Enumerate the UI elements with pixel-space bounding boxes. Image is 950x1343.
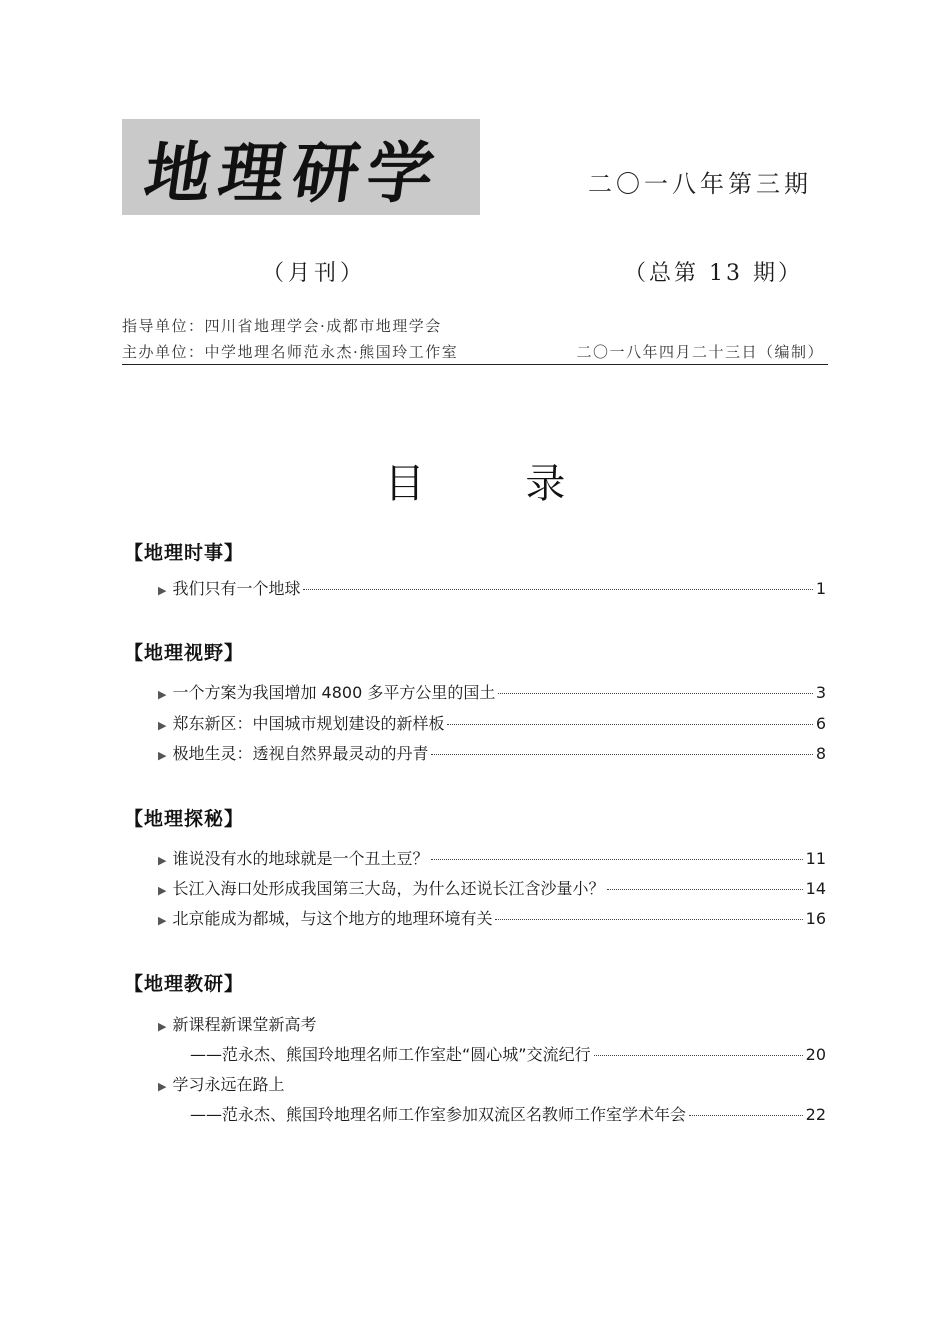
triangle-bullet-icon: ▶ bbox=[158, 719, 167, 732]
guide-unit: 指导单位：四川省地理学会·成都市地理学会 bbox=[122, 317, 442, 335]
monthly-label: （月刊） bbox=[262, 261, 367, 286]
host-unit: 主办单位：中学地理名师范永杰·熊国玲工作室 bbox=[122, 343, 459, 361]
total-issue: （总第 13 期） bbox=[624, 261, 803, 286]
triangle-bullet-icon: ▶ bbox=[158, 914, 167, 927]
masthead-title: 地理研学 bbox=[139, 133, 447, 212]
toc-subentry[interactable] bbox=[190, 1042, 826, 1066]
entry-subtitle: ——范永杰、熊国玲地理名师工作室参加双流区名教师工作室学术年会 bbox=[190, 1105, 687, 1124]
entry-title: 北京能成为都城，与这个地方的地理环境有关 bbox=[172, 909, 493, 928]
triangle-bullet-icon: ▶ bbox=[158, 854, 167, 867]
dot-leader bbox=[495, 919, 802, 920]
entry-title: 学习永远在路上 bbox=[172, 1075, 285, 1094]
entry-title: 谁说没有水的地球就是一个丑土豆？ bbox=[172, 849, 429, 868]
dot-leader bbox=[594, 1055, 803, 1056]
toc-entry[interactable] bbox=[158, 741, 826, 765]
page-number: 3 bbox=[815, 683, 826, 702]
entry-title: 极地生灵：透视自然界最灵动的丹青 bbox=[172, 744, 429, 763]
issue-number: 二〇一八年第三期 bbox=[588, 170, 812, 198]
toc-entry[interactable] bbox=[158, 846, 826, 870]
entry-title: 新课程新课堂新高考 bbox=[172, 1015, 317, 1034]
entry-title: 郑东新区：中国城市规划建设的新样板 bbox=[172, 714, 445, 733]
page-number: 14 bbox=[805, 879, 826, 898]
dot-leader bbox=[431, 754, 812, 755]
triangle-bullet-icon: ▶ bbox=[158, 688, 167, 701]
page-number: 8 bbox=[815, 744, 826, 763]
dot-leader bbox=[498, 693, 812, 694]
section-heading: 【地理视野】 bbox=[124, 642, 245, 664]
dot-leader bbox=[689, 1115, 803, 1116]
page-number: 6 bbox=[815, 714, 826, 733]
page-number: 1 bbox=[815, 579, 826, 598]
page-number: 11 bbox=[805, 849, 826, 868]
section-heading: 【地理时事】 bbox=[124, 542, 245, 564]
triangle-bullet-icon: ▶ bbox=[158, 884, 167, 897]
entry-title: 我们只有一个地球 bbox=[172, 579, 301, 598]
header-divider bbox=[122, 364, 828, 365]
masthead-logo bbox=[122, 119, 480, 215]
toc-entry[interactable] bbox=[158, 711, 826, 735]
triangle-bullet-icon: ▶ bbox=[158, 749, 167, 762]
entry-subtitle: ——范永杰、熊国玲地理名师工作室赴“圆心城”交流纪行 bbox=[190, 1045, 591, 1064]
toc-entry[interactable] bbox=[158, 906, 826, 930]
compile-date: 二〇一八年四月二十三日（编制） bbox=[576, 343, 824, 361]
entry-title: 一个方案为我国增加 4800 多平方公里的国土 bbox=[172, 683, 496, 702]
page-number: 20 bbox=[805, 1045, 826, 1064]
triangle-bullet-icon: ▶ bbox=[158, 584, 167, 597]
dot-leader bbox=[303, 589, 812, 590]
page-number: 16 bbox=[805, 909, 826, 928]
dot-leader bbox=[607, 889, 802, 890]
page-number: 22 bbox=[805, 1105, 826, 1124]
toc-entry[interactable] bbox=[158, 1012, 826, 1036]
toc-entry[interactable] bbox=[158, 876, 826, 900]
toc-entry[interactable] bbox=[158, 680, 826, 704]
toc-entry[interactable] bbox=[158, 1072, 826, 1096]
toc-title: 目 录 bbox=[384, 461, 610, 507]
section-heading: 【地理教研】 bbox=[124, 973, 245, 995]
section-heading: 【地理探秘】 bbox=[124, 808, 245, 830]
dot-leader bbox=[431, 859, 802, 860]
toc-entry[interactable] bbox=[158, 576, 826, 600]
entry-title: 长江入海口处形成我国第三大岛，为什么还说长江含沙量小？ bbox=[172, 879, 605, 898]
triangle-bullet-icon: ▶ bbox=[158, 1020, 167, 1033]
toc-subentry[interactable] bbox=[190, 1102, 826, 1126]
triangle-bullet-icon: ▶ bbox=[158, 1080, 167, 1093]
dot-leader bbox=[447, 724, 812, 725]
